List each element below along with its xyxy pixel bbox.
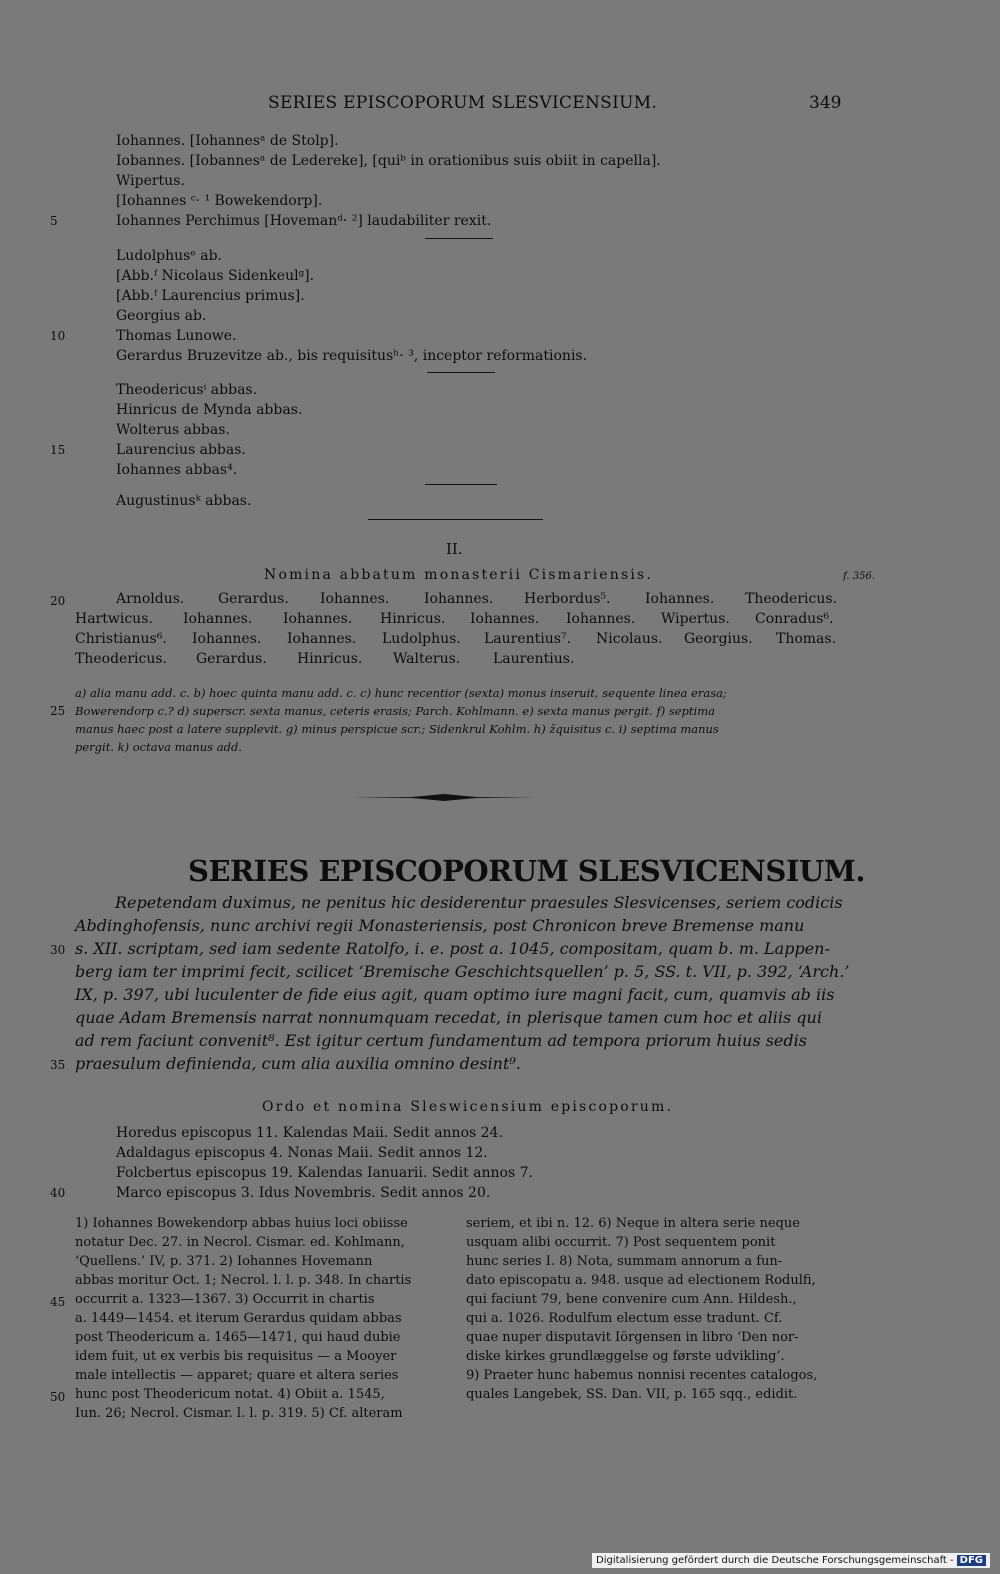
line-number: 30 bbox=[50, 943, 66, 957]
abbot-name: Christianus⁶. bbox=[75, 631, 167, 647]
note-line: hunc post Theodericum notat. 4) Obiit a. 1545, bbox=[75, 1387, 385, 1402]
list-item: Hinricus de Mynda abbas. bbox=[116, 402, 303, 418]
abbot-name: Hinricus. bbox=[297, 651, 363, 667]
divider bbox=[425, 484, 497, 485]
intro-line: s. XII. scriptam, sed iam sedente Ratolfo, i. e. post a. 1045, compositam, quam b. m. Lappen- bbox=[75, 939, 830, 958]
abbot-name: Gerardus. bbox=[196, 651, 267, 667]
note-line: ‘Quellens.’ IV, p. 371. 2) Iohannes Hovemann bbox=[75, 1254, 373, 1269]
intro-line: praesulum definienda, cum alia auxilia omnino desint⁹. bbox=[75, 1054, 521, 1073]
note-line: idem fuit, ut ex verbis bis requisitus — a Mooyer bbox=[75, 1349, 397, 1364]
abbot-name: Walterus. bbox=[393, 651, 461, 667]
line-number: 5 bbox=[50, 214, 58, 228]
note-line: male intellectis — apparet; quare et altera series bbox=[75, 1368, 399, 1383]
note-line: 9) Praeter hunc habemus nonnisi recentes catalogos, bbox=[466, 1368, 818, 1383]
note-line: post Theodericum a. 1465—1471, qui haud dubie bbox=[75, 1330, 401, 1345]
intro-line: ad rem faciunt convenit⁸. Est igitur certum fundamentum ad tempora priorum huius sedis bbox=[75, 1031, 807, 1050]
list-item: Gerardus Bruzevitze ab., bis requisitusʰ· ³, inceptor reformationis. bbox=[116, 348, 588, 364]
note-line: occurrit a. 1323—1367. 3) Occurrit in chartis bbox=[75, 1292, 375, 1307]
abbot-name: Gerardus. bbox=[218, 591, 289, 607]
list-item: Thomas Lunowe. bbox=[116, 328, 237, 344]
abbot-name: Iohannes. bbox=[566, 611, 636, 627]
list-item: Wipertus. bbox=[116, 173, 185, 189]
digitization-credit bbox=[592, 1553, 990, 1568]
note-line: qui a. 1026. Rodulfum electum esse tradunt. Cf. bbox=[466, 1311, 783, 1326]
line-number: 35 bbox=[50, 1058, 66, 1072]
footnote-line: manus haec post a latere supplevit. g) minus perspicue scr.; Sidenkrul Kohlm. h) žquisitus c. i) septima manus bbox=[75, 722, 719, 736]
note-line: hunc series I. 8) Nota, summam annorum a fun- bbox=[466, 1254, 783, 1269]
running-header-title: SERIES EPISCOPORUM SLESVICENSIUM. bbox=[268, 93, 658, 113]
intro-line: Repetendam duximus, ne penitus hic desiderentur praesules Slesvicenses, seriem codicis bbox=[115, 893, 843, 912]
abbot-name: Theodericus. bbox=[75, 651, 167, 667]
ordo-heading: Ordo et nomina Sleswicensium episcoporum. bbox=[262, 1099, 674, 1115]
abbot-name: Iohannes. bbox=[287, 631, 357, 647]
line-number: 15 bbox=[50, 443, 66, 457]
intro-line: berg iam ter imprimi fecit, scilicet ‘Bremische Geschichtsquellen’ p. 5, SS. t. VII, p. 392, ‘Arch.’ bbox=[75, 962, 850, 981]
bishop-entry: Adaldagus episcopus 4. Nonas Maii. Sedit annos 12. bbox=[116, 1145, 488, 1161]
note-line: notatur Dec. 27. in Necrol. Cismar. ed. Kohlmann, bbox=[75, 1235, 405, 1250]
bishop-entry: Folcbertus episcopus 19. Kalendas Ianuarii. Sedit annos 7. bbox=[116, 1165, 533, 1181]
note-line: dato episcopatu a. 948. usque ad electionem Rodulfi, bbox=[466, 1273, 816, 1288]
divider bbox=[425, 238, 493, 239]
abbot-name: Iohannes. bbox=[283, 611, 353, 627]
list-item: Wolterus abbas. bbox=[116, 422, 230, 438]
abbot-name: Hinricus. bbox=[380, 611, 446, 627]
note-line: quae nuper disputavit Iörgensen in libro ‘Den nor- bbox=[466, 1330, 799, 1345]
abbot-name: Laurentius⁷. bbox=[484, 631, 572, 647]
list-item: Laurencius abbas. bbox=[116, 442, 246, 458]
list-item: Theodericusⁱ abbas. bbox=[116, 382, 258, 398]
ornamental-divider bbox=[352, 792, 536, 802]
abbot-name: Hartwicus. bbox=[75, 611, 153, 627]
abbot-name: Nicolaus. bbox=[596, 631, 663, 647]
note-line: usquam alibi occurrit. 7) Post sequentem ponit bbox=[466, 1235, 776, 1250]
note-line: seriem, et ibi n. 12. 6) Neque in altera serie neque bbox=[466, 1216, 800, 1231]
line-number: 40 bbox=[50, 1186, 66, 1200]
footnote-line: Bowerendorp c.? d) superscr. sexta manus, ceteris erasis; Parch. Kohlmann. e) sexta manus pergit. f) septima bbox=[75, 704, 715, 718]
intro-line: IX, p. 397, ubi luculenter de fide eius agit, quam optimo iure magni facit, cum, quamvis ab iis bbox=[75, 985, 835, 1004]
section-heading: Nomina abbatum monasterii Cismariensis. bbox=[264, 567, 654, 583]
abbot-name: Conradus⁶. bbox=[755, 611, 834, 627]
intro-line: quae Adam Bremensis narrat nonnumquam recedat, in plerisque tamen cum hoc et aliis qui bbox=[75, 1008, 822, 1027]
abbot-name: Iohannes. bbox=[470, 611, 540, 627]
abbot-name: Iohannes. bbox=[320, 591, 390, 607]
main-title: SERIES EPISCOPORUM SLESVICENSIUM. bbox=[188, 854, 865, 888]
footnote-line: a) alia manu add. c. b) hoec quinta manu add. c. c) hunc recentior (sexta) monus inseruit, sequente linea erasa; bbox=[75, 686, 727, 700]
intro-line: Abdinghofensis, nunc archivi regii Monasteriensis, post Chronicon breve Bremense manu bbox=[75, 916, 805, 935]
abbot-name: Laurentius. bbox=[493, 651, 575, 667]
margin-reference: f. 356. bbox=[843, 571, 875, 582]
abbot-name: Iohannes. bbox=[424, 591, 494, 607]
note-line: 1) Iohannes Bowekendorp abbas huius loci obiisse bbox=[75, 1216, 408, 1231]
line-number: 10 bbox=[50, 329, 66, 343]
list-item: Iohannes. [Iohannesᵃ de Stolp]. bbox=[116, 133, 339, 149]
line-number: 25 bbox=[50, 704, 66, 718]
note-line: qui faciunt 79, bene convenire cum Ann. Hildesh., bbox=[466, 1292, 797, 1307]
line-number: 20 bbox=[50, 594, 66, 608]
dfg-logo: DFG bbox=[957, 1555, 986, 1566]
divider bbox=[368, 519, 543, 520]
line-number: 50 bbox=[50, 1390, 66, 1404]
abbot-name: Ludolphus. bbox=[382, 631, 461, 647]
note-line: Iun. 26; Necrol. Cismar. l. l. p. 319. 5) Cf. alteram bbox=[75, 1406, 403, 1421]
abbot-name: Herbordus⁵. bbox=[524, 591, 611, 607]
abbot-name: Wipertus. bbox=[661, 611, 730, 627]
abbot-name: Thomas. bbox=[776, 631, 837, 647]
bishop-entry: Marco episcopus 3. Idus Novembris. Sedit annos 20. bbox=[116, 1185, 491, 1201]
page-number: 349 bbox=[809, 93, 842, 113]
footnote-line: pergit. k) octava manus add. bbox=[75, 740, 242, 754]
abbot-name: Georgius. bbox=[684, 631, 753, 647]
note-line: diske kirkes grundlæggelse og første udvikling’. bbox=[466, 1349, 785, 1364]
line-number: 45 bbox=[50, 1295, 66, 1309]
credit-text: Digitalisierung gefördert durch die Deutsche Forschungsgemeinschaft - bbox=[596, 1555, 954, 1566]
abbot-name: Iohannes. bbox=[645, 591, 715, 607]
abbot-name: Iohannes. bbox=[183, 611, 253, 627]
abbot-name: Arnoldus. bbox=[116, 591, 185, 607]
list-item: Iohannes abbas⁴. bbox=[116, 462, 238, 478]
list-item: Iobannes. [Iobannesᵃ de Ledereke], [quiᵇ in orationibus suis obiit in capella]. bbox=[116, 153, 661, 169]
abbot-name: Theodericus. bbox=[745, 591, 837, 607]
note-line: abbas moritur Oct. 1; Necrol. l. l. p. 348. In chartis bbox=[75, 1273, 412, 1288]
list-item: Ludolphusᵉ ab. bbox=[116, 248, 222, 264]
bishop-entry: Horedus episcopus 11. Kalendas Maii. Sedit annos 24. bbox=[116, 1125, 503, 1141]
list-item: Georgius ab. bbox=[116, 308, 207, 324]
list-item: [Abb.ᶠ Nicolaus Sidenkeulᵍ]. bbox=[116, 268, 315, 284]
note-line: quales Langebek, SS. Dan. VII, p. 165 sqq., edidit. bbox=[466, 1387, 798, 1402]
abbot-name: Iohannes. bbox=[192, 631, 262, 647]
list-item: Iohannes Perchimus [Hovemanᵈ· ²] laudabiliter rexit. bbox=[116, 213, 492, 229]
list-item: [Abb.ᶠ Laurencius primus]. bbox=[116, 288, 305, 304]
list-item: [Iohannes ᶜ· ¹ Bowekendorp]. bbox=[116, 193, 323, 209]
list-item: Augustinusᵏ abbas. bbox=[116, 493, 252, 509]
divider bbox=[427, 372, 495, 373]
note-line: a. 1449—1454. et iterum Gerardus quidam abbas bbox=[75, 1311, 402, 1326]
section-numeral: II. bbox=[446, 540, 463, 558]
